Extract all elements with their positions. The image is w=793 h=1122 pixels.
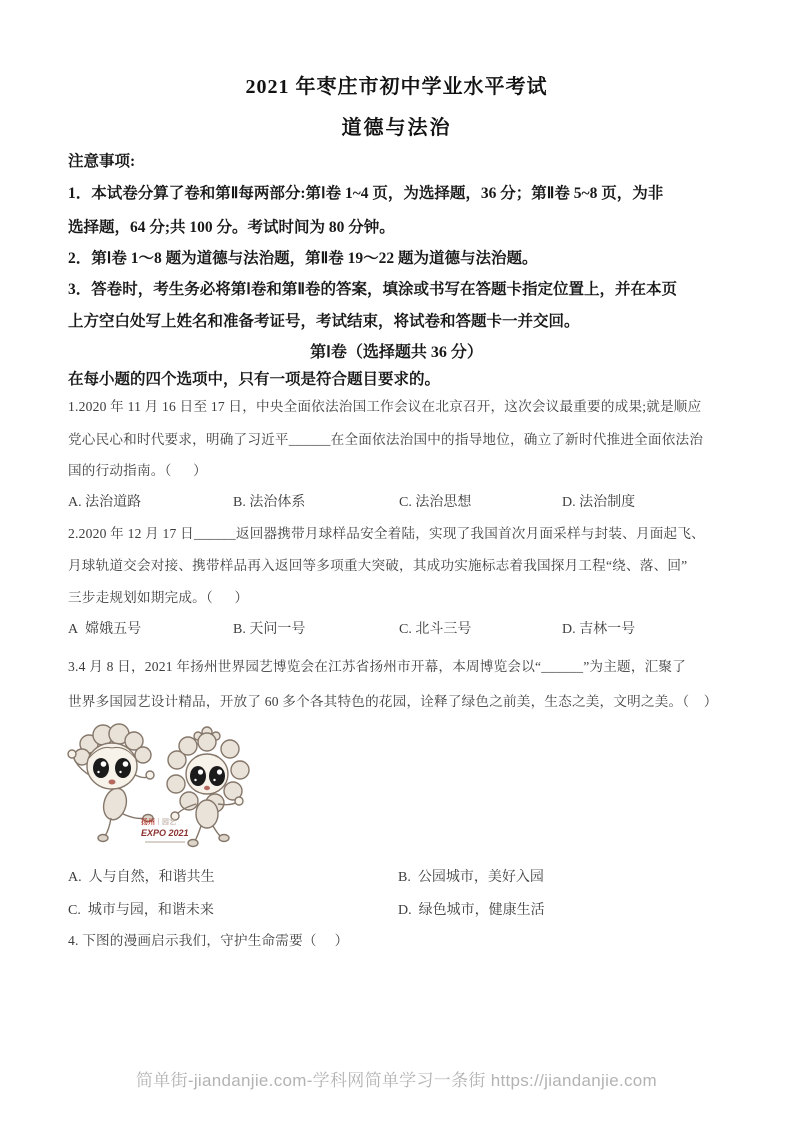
option-2c: C. 北斗三号 (399, 622, 472, 637)
option-1d: D. 法治制度 (562, 495, 636, 510)
option-3c: C. 城市与园，和谐未来 (68, 903, 214, 918)
option-3a: A. 人与自然，和谐共生 (68, 870, 215, 885)
exam-subtitle: 道德与法治 (341, 117, 452, 139)
option-1b: B. 法治体系 (233, 495, 306, 510)
notice-line-3b: 上方空白处写上姓名和准备考证号，考试结束，将试卷和答题卡一并交回。 (68, 313, 580, 330)
question-2-line-3: 三步走规划如期完成。（ ） (68, 590, 249, 605)
question-1-options (68, 491, 753, 511)
option-2d: D. 吉林一号 (562, 622, 636, 637)
expo-logo-tagline-bar (145, 841, 185, 843)
option-2a: A 嫦娥五号 (68, 622, 142, 637)
question-3-options-row-1 (68, 866, 753, 886)
option-3d: D. 绿色城市，健康生活 (398, 903, 545, 918)
option-1c: C. 法治思想 (399, 495, 472, 510)
expo-logo-cn-text: 扬州｜园艺 (141, 819, 176, 826)
notice-line-2: 2．第Ⅰ卷 1～8 题为道德与法治题，第Ⅱ卷 19～22 题为道德与法治题。 (68, 250, 538, 267)
question-1-line-1: 1.2020 年 11 月 16 日至 17 日，中央全面依法治国工作会议在北京召开，这次会议最重要的成果;就是顺应 (68, 399, 702, 414)
exam-title: 2021 年枣庄市初中学业水平考试 (245, 76, 548, 98)
question-4-line-1: 4. 下图的漫画启示我们，守护生命需要（ ） (68, 933, 349, 948)
footer-watermark: 简单街-jiandanjie.com-学科网简单学习一条街 https://jiandanjie.com (135, 1071, 658, 1090)
option-3b: B. 公园城市，美好入园 (398, 870, 544, 885)
expo-mascots-image (55, 718, 265, 860)
question-3-line-1: 3.4 月 8 日，2021 年扬州世界园艺博览会在江苏省扬州市开幕，本周博览会以“______”为主题，汇聚了 (68, 659, 686, 674)
question-1-line-3: 国的行动指南。（ ） (68, 463, 207, 478)
notice-line-3a: 3．答卷时，考生务必将第Ⅰ卷和第Ⅱ卷的答案，填涂或书写在答题卡指定位置上，并在本页 (68, 281, 677, 298)
option-1a: A. 法治道路 (68, 495, 142, 510)
section-instruction: 在每小题的四个选项中，只有一项是符合题目要求的。 (68, 371, 441, 388)
expo-logo-expo-text: EXPO 2021 (141, 828, 189, 838)
notice-line-1b: 选择题，64 分;共 100 分。考试时间为 80 分钟。 (68, 219, 395, 236)
option-2b: B. 天问一号 (233, 622, 306, 637)
expo-logo (141, 817, 189, 843)
question-3-line-2: 世界多国园艺设计精品，开放了 60 多个各其特色的花园，诠释了绿色之前美，生态之美，文明之美。（ ） (68, 694, 718, 709)
question-2-line-1: 2.2020 年 12 月 17 日______返回器携带月球样品安全着陆，实现了我国首次月面采样与封装、月面起飞、 (68, 526, 705, 541)
notices-heading: 注意事项: (68, 153, 136, 170)
question-1-line-2: 党心民心和时代要求，明确了习近平______在全面依法治国中的指导地位，确立了新时代推进全面依法治 (68, 432, 704, 447)
question-2-options (68, 618, 753, 638)
section-header: 第Ⅰ卷（选择题共 36 分） (310, 344, 483, 361)
question-3-options-row-2 (68, 899, 753, 919)
notice-line-1a: 1．本试卷分算了卷和第Ⅱ每两部分:第Ⅰ卷 1~4 页，为选择题，36 分；第Ⅱ卷 5~8 页，为非 (68, 185, 664, 202)
question-2-line-2: 月球轨道交会对接、携带样品再入返回等多项重大突破，其成功实施标志着我国探月工程“绕、落、回” (68, 558, 688, 573)
